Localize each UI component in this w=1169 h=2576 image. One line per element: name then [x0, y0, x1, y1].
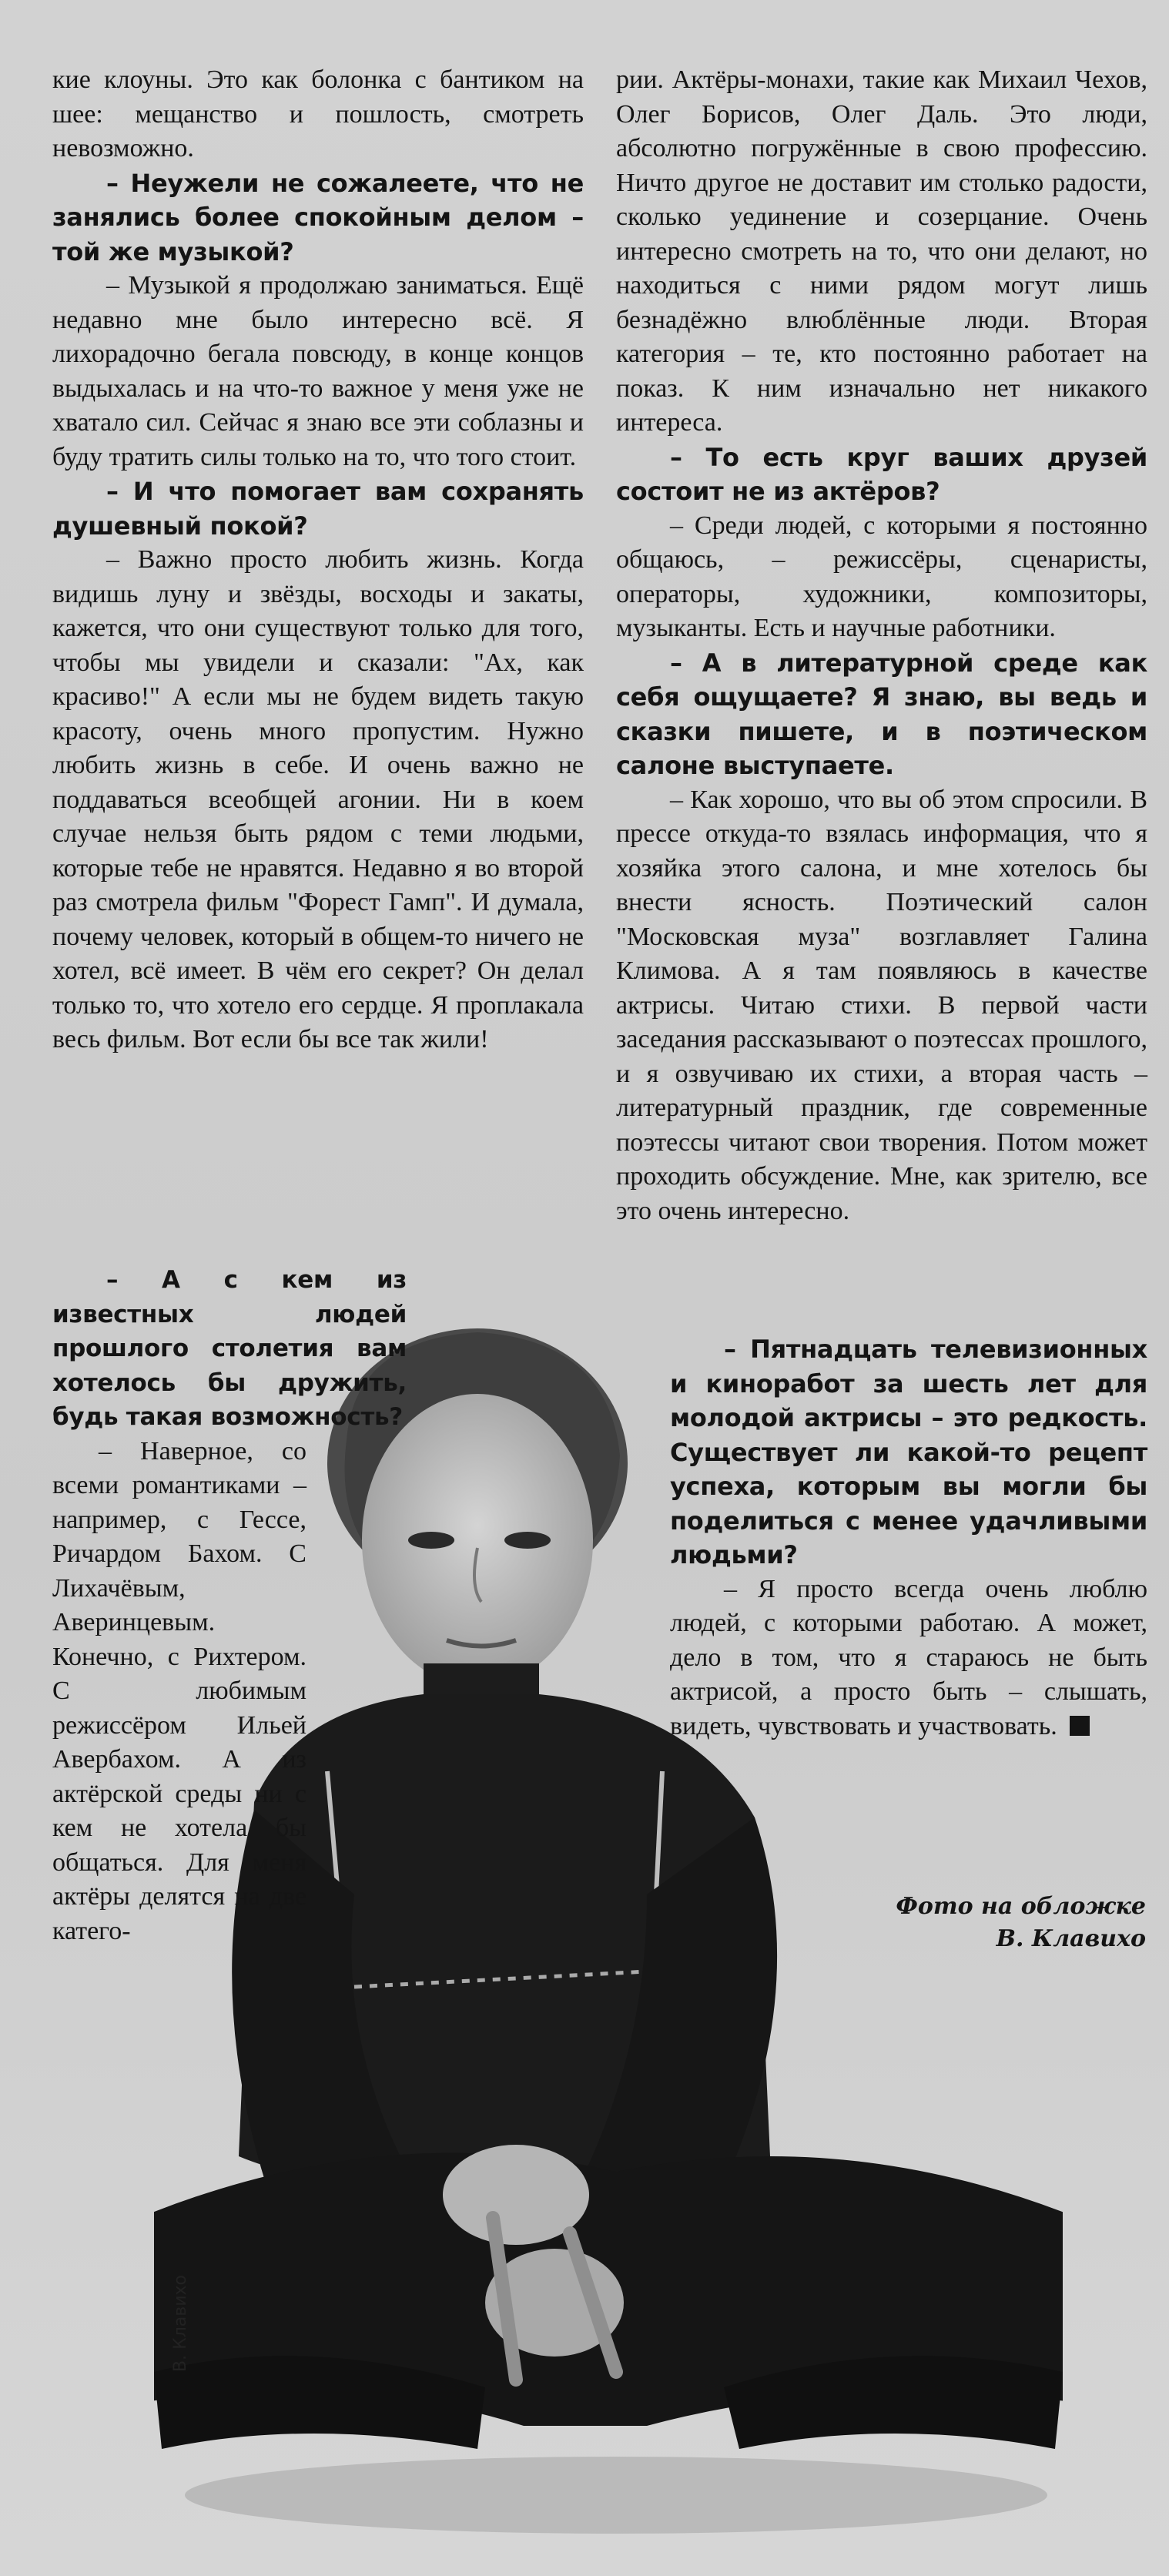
answer-paragraph: – Важно просто любить жизнь. Когда видишь луну и звёзды, восходы и закаты, кажется, что они существуют только для того, чтобы мы увидели и сказали: "Ах, как красиво!" А если мы не будем видеть такую красоту, очень много пропустим. Нужно любить жизнь в себе. И очень важно не поддаваться всеобщей агонии. Ни в коем случае нельзя быть рядом с теми людьми, которые тебе не нравятся. Недавно я во второй раз смотрела фильм "Форест Гамп". И думала, почему человек, который в общем-то ничего не хотел, всё имеет. В чём его секрет? Он делал только то, что хотело его сердце. Я проплакала весь фильм. Вот если бы все так жили!: [52, 545, 584, 1054]
question-paragraph: – То есть круг ваших друзей состоит не из актёров?: [616, 442, 1147, 506]
answer-paragraph: [670, 1573, 1147, 1744]
photo-credit-line: Фото на обложке: [896, 1893, 1146, 1920]
answer-paragraph: – Наверное, со всеми романтиками – например, с Гессе, Ричардом Бахом. С Лихачёвым, Аверинцевым. Конечно, с Рихтером. С любимым режиссёром Ильей Авербахом. А из актёрской среды ни с кем не хотела бы общаться. Для меня актёры делятся на две катего-: [52, 1436, 306, 1945]
question-paragraph: – А в литературной среде как себя ощущаете? Я знаю, вы ведь и сказки пишете, и в поэтическом салоне выступаете.: [616, 648, 1147, 780]
question-paragraph: – Неужели не сожалеете, что не занялись более спокойным делом – той же музыкой?: [52, 168, 584, 266]
photo-credit-author: В. Клавихо: [996, 1925, 1146, 1952]
question-paragraph: – Пятнадцать телевизионных и киноработ за шесть лет для молодой актрисы – это редкость. Существует ли какой-то рецепт успеха, которым вы могли бы поделиться с менее удачливыми людьми?: [670, 1335, 1147, 1569]
question-paragraph: – И что помогает вам сохранять душевный покой?: [52, 477, 584, 541]
end-of-article-mark: [1070, 1716, 1090, 1736]
vertical-photo-credit: В. Клавихо: [171, 2275, 190, 2372]
answer-paragraph: – Музыкой я продолжаю заниматься. Ещё недавно мне было интересно всё. Я лихорадочно бегала повсюду, в конце концов выдыхалась и на что-то важное у меня уже не хватало сил. Сейчас я знаю все эти соблазны и буду тратить силы только на то, что того стоит.: [52, 271, 584, 471]
answer-paragraph: – Как хорошо, что вы об этом спросили. В прессе откуда-то взялась информация, что я хозяйка этого салона, и мне хотелось бы внести ясность. Поэтический салон "Московская муза" возглавляет Галина Климова. А я там появляюсь в качестве актрисы. Читаю стихи. В первой части заседания рассказывают о поэтессах прошлого, и я озвучиваю их стихи, а вторая часть – литературный праздник, где современные поэтессы читают свои творения. Потом может проходить обсуждение. Мне, как зрителю, все это очень интересно.: [616, 785, 1147, 1225]
answer-paragraph: кие клоуны. Это как болонка с бантиком на шее: мещанство и пошлость, смотреть невозможно.: [52, 65, 584, 162]
photo-credit: [853, 1891, 1146, 1955]
article-column-left-narrow: [52, 1263, 407, 1948]
question-paragraph: – А с кем из известных людей прошлого столетия вам хотелось бы дружить, будь такая возможность?: [52, 1266, 407, 1431]
article-column-left: [52, 63, 584, 1057]
answer-paragraph: рии. Актёры-монахи, такие как Михаил Чехов, Олег Борисов, Олег Даль. Это люди, абсолютно погружённые в свою профессию. Ничто другое не доставит им столько радости, сколько уединение и созерцание. Очень интересно смотреть на то, что они делают, но находиться с ними рядом могут лишь безнадёжно влюблённые люди. Вторая категория – те, кто постоянно работает на показ. К ним изначально нет никакого интереса.: [616, 65, 1147, 437]
answer-text: – Я просто всегда очень люблю людей, с которыми работаю. А может, дело в том, что я стараюсь не быть актрисой, а просто быть – слышать, видеть, чувствовать и участвовать.: [670, 1574, 1147, 1740]
article-column-right-narrow: [670, 1332, 1147, 1744]
article-column-right: [616, 63, 1147, 1228]
answer-paragraph: – Среди людей, с которыми я постоянно общаюсь, – режиссёры, сценаристы, операторы, художники, композиторы, музыканты. Есть и научные работники.: [616, 511, 1147, 642]
